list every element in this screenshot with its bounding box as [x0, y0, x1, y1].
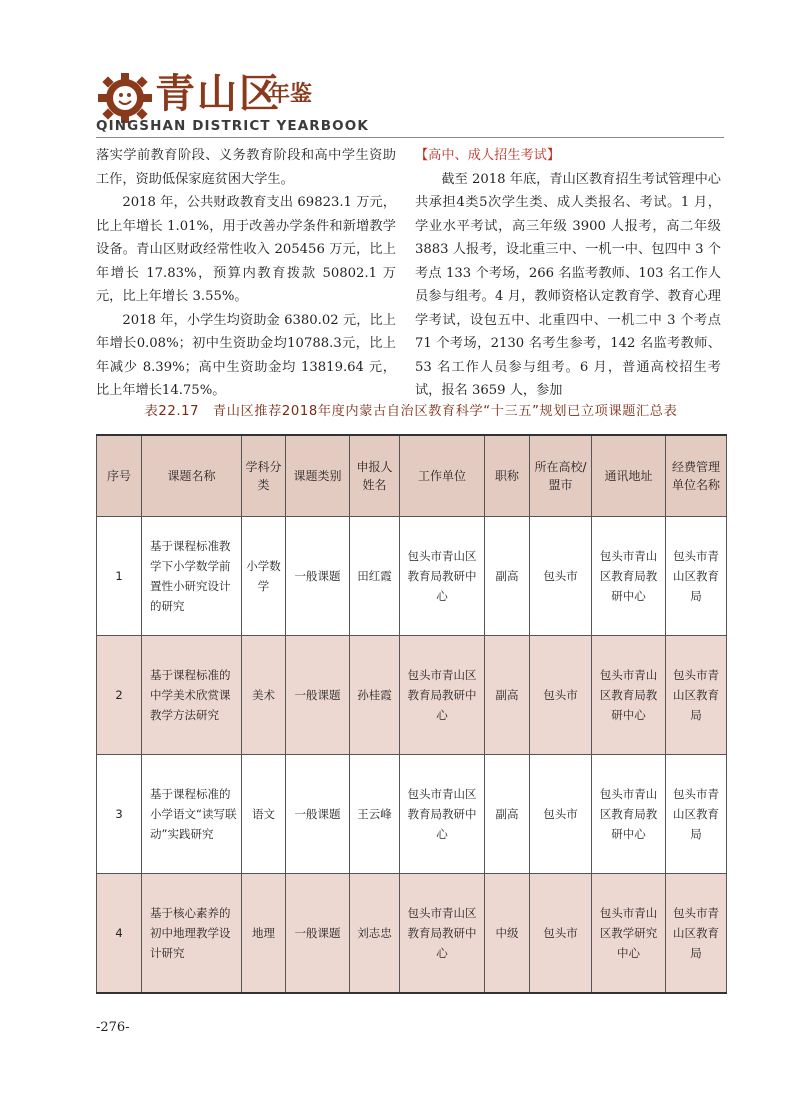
table-cell: 包头市青山区教育局	[666, 755, 727, 874]
table-cell: 刘志忠	[350, 874, 400, 993]
column-header: 申报人姓名	[350, 435, 400, 517]
table-cell: 包头市青山区教育局	[666, 517, 727, 636]
table-cell: 包头市青山区教育局教研中心	[592, 636, 666, 755]
table-cell: 包头市青山区教学研究中心	[592, 874, 666, 993]
column-header: 学科分类	[242, 435, 286, 517]
table-cell: 包头市青山区教育局	[666, 636, 727, 755]
column-header: 经费管理单位名称	[666, 435, 727, 517]
paragraph: 落实学前教育阶段、义务教育阶段和高中学生资助工作，资助低保家庭贫困大学生。	[96, 148, 396, 187]
table-cell: 语文	[242, 755, 286, 874]
column-header: 课题类别	[286, 435, 350, 517]
table-cell: 包头市	[530, 517, 592, 636]
table-cell: 美术	[242, 636, 286, 755]
column-header: 通讯地址	[592, 435, 666, 517]
table-cell: 田红霞	[350, 517, 400, 636]
table-cell: 一般课题	[286, 517, 350, 636]
table-cell: 王云峰	[350, 755, 400, 874]
table-cell: 地理	[242, 874, 286, 993]
table-cell: 副高	[485, 636, 530, 755]
column-header: 工作单位	[400, 435, 485, 517]
table-cell: 包头市青山区教育局教研中心	[400, 755, 485, 874]
yearbook-english-title: QINGSHAN DISTRICT YEARBOOK	[96, 118, 369, 134]
table-cell: 基于课程标准的小学语文“读写联动”实践研究	[142, 755, 242, 874]
column-header: 职称	[485, 435, 530, 517]
table-row	[97, 874, 727, 993]
table-cell: 2	[97, 636, 142, 755]
table-cell: 包头市	[530, 874, 592, 993]
paragraph: 2018 年，小学生均资助金 6380.02 元，比上年增长0.08%；初中生资助金均10788.3元，比上年减少 8.39%；高中生资助金均 13819.64 元，比上年增长14.75%。	[96, 312, 396, 398]
table-cell: 副高	[485, 517, 530, 636]
table-cell: 一般课题	[286, 755, 350, 874]
header-divider	[96, 137, 724, 138]
paragraph: 截至 2018 年底，青山区教育招生考试管理中心共承担4类5次学生类、成人类报名、考试。1 月，学业水平考试，高三年级 3900 人报考，高二年级 3883 人报考，设北重三中、一机一中、包四中 3 个考点 133 个考场，266 名监考教师、103 名工作人员参与组考。4 月，教师资格认定教育学、教育心理学考试，设包五中、北重四中、一机二中 3 个考点 71 个考场，2130 名考生参考，142 名监考教师、53 名工作人员参与组考。6 月，普通高校招生考试，报名 3659 人，参加	[415, 171, 721, 398]
column-header: 课题名称	[142, 435, 242, 517]
table-cell: 基于核心素养的初中地理教学设计研究	[142, 874, 242, 993]
column-header: 所在高校/盟市	[530, 435, 592, 517]
yearbook-subtitle: 年鉴	[268, 82, 313, 107]
table-cell: 包头市	[530, 636, 592, 755]
table-cell: 一般课题	[286, 636, 350, 755]
table-cell: 包头市	[530, 755, 592, 874]
paragraph: 2018 年，公共财政教育支出 69823.1 万元，比上年增长 1.01%，用于改善办学条件和新增教学设备。青山区财政经常性收入 205456 万元，比上年增长 17.83%，预算内教育拨款 50802.1 万元，比上年增长 3.55%。	[96, 195, 396, 304]
table-cell: 中级	[485, 874, 530, 993]
left-text-column	[96, 144, 396, 403]
column-header: 序号	[97, 435, 142, 517]
table-row	[97, 636, 727, 755]
table-cell: 包头市青山区教育局教研中心	[592, 755, 666, 874]
section-heading: 【高中、成人招生考试】	[415, 148, 561, 163]
right-text-column	[415, 144, 721, 403]
table-header-row	[97, 435, 727, 517]
table-cell: 包头市青山区教育局教研中心	[592, 517, 666, 636]
table-cell: 小学数学	[242, 517, 286, 636]
table-cell: 3	[97, 755, 142, 874]
table-cell: 孙桂霞	[350, 636, 400, 755]
research-projects-table	[96, 434, 727, 994]
table-row	[97, 517, 727, 636]
table-row	[97, 755, 727, 874]
table-cell: 一般课题	[286, 874, 350, 993]
table-cell: 包头市青山区教育局教研中心	[400, 517, 485, 636]
gear-logo-icon	[96, 72, 154, 124]
page-number: -276-	[96, 1020, 130, 1035]
table-cell: 包头市青山区教育局	[666, 874, 727, 993]
table-cell: 基于课程标准教学下小学数学前置性小研究设计的研究	[142, 517, 242, 636]
table-cell: 4	[97, 874, 142, 993]
table-cell: 包头市青山区教育局教研中心	[400, 636, 485, 755]
table-caption: 表22.17 青山区推荐2018年度内蒙古自治区教育科学“十三五”规划已立项课题汇总表	[144, 404, 678, 419]
yearbook-title: 青山区	[155, 71, 281, 117]
table-cell: 基于课程标准的中学美术欣赏课教学方法研究	[142, 636, 242, 755]
table-cell: 1	[97, 517, 142, 636]
table-cell: 包头市青山区教育局教研中心	[400, 874, 485, 993]
table-cell: 副高	[485, 755, 530, 874]
